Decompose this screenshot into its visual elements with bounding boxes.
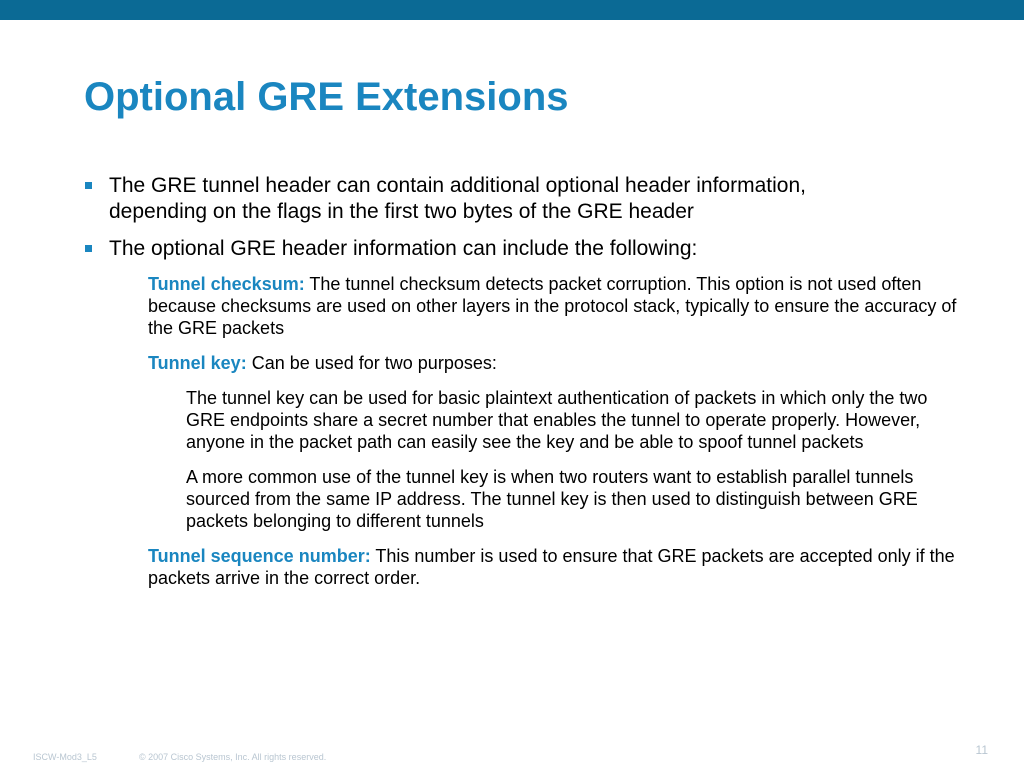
- slide-content: [0, 173, 1024, 602]
- tunnel-key-purpose: A more common use of the tunnel key is when two routers want to establish parallel tunnels sourced from the same IP address. The tunnel key is then used to distinguish between GRE packets belonging to different tunnels: [186, 467, 918, 531]
- footer-copyright: © 2007 Cisco Systems, Inc. All rights reserved.: [139, 752, 327, 762]
- top-bar: [0, 0, 1024, 20]
- bullet-text: The GRE tunnel header can contain additional optional header information, depending on the flags in the first two bytes of the GRE header: [109, 174, 806, 223]
- option-tunnel-sequence-number: [0, 545, 958, 589]
- bullet-item: [0, 173, 874, 225]
- bullet-item: [0, 236, 874, 262]
- bullet-text: The optional GRE header information can include the following:: [109, 237, 698, 260]
- option-term: Tunnel checksum:: [148, 274, 305, 294]
- page-number: 11: [975, 743, 988, 757]
- square-bullet-icon: [85, 182, 92, 189]
- square-bullet-icon: [85, 245, 92, 252]
- option-tunnel-checksum: [0, 273, 958, 339]
- option-description: The tunnel checksum detects packet corruption. This option is not used often because checksums are used on other layers in the protocol stack, typically to ensure the accuracy of the GRE packets: [148, 274, 957, 338]
- option-term: Tunnel sequence number:: [148, 546, 371, 566]
- option-term: Tunnel key:: [148, 353, 247, 373]
- footer-course-code: ISCW-Mod3_L5: [33, 752, 97, 762]
- option-description: Can be used for two purposes:: [251, 353, 497, 373]
- option-tunnel-key: [0, 352, 958, 374]
- slide-title: Optional GRE Extensions: [84, 75, 569, 119]
- tunnel-key-purpose: The tunnel key can be used for basic plaintext authentication of packets in which only the two GRE endpoints share a secret number that enables the tunnel to operate properly. However, anyone in the packet path can easily see the key and be able to spoof tunnel packets: [186, 388, 928, 452]
- slide-footer: [0, 742, 1024, 768]
- option-description: This number is used to ensure that GRE packets are accepted only if the packets arrive in the correct order.: [148, 546, 955, 588]
